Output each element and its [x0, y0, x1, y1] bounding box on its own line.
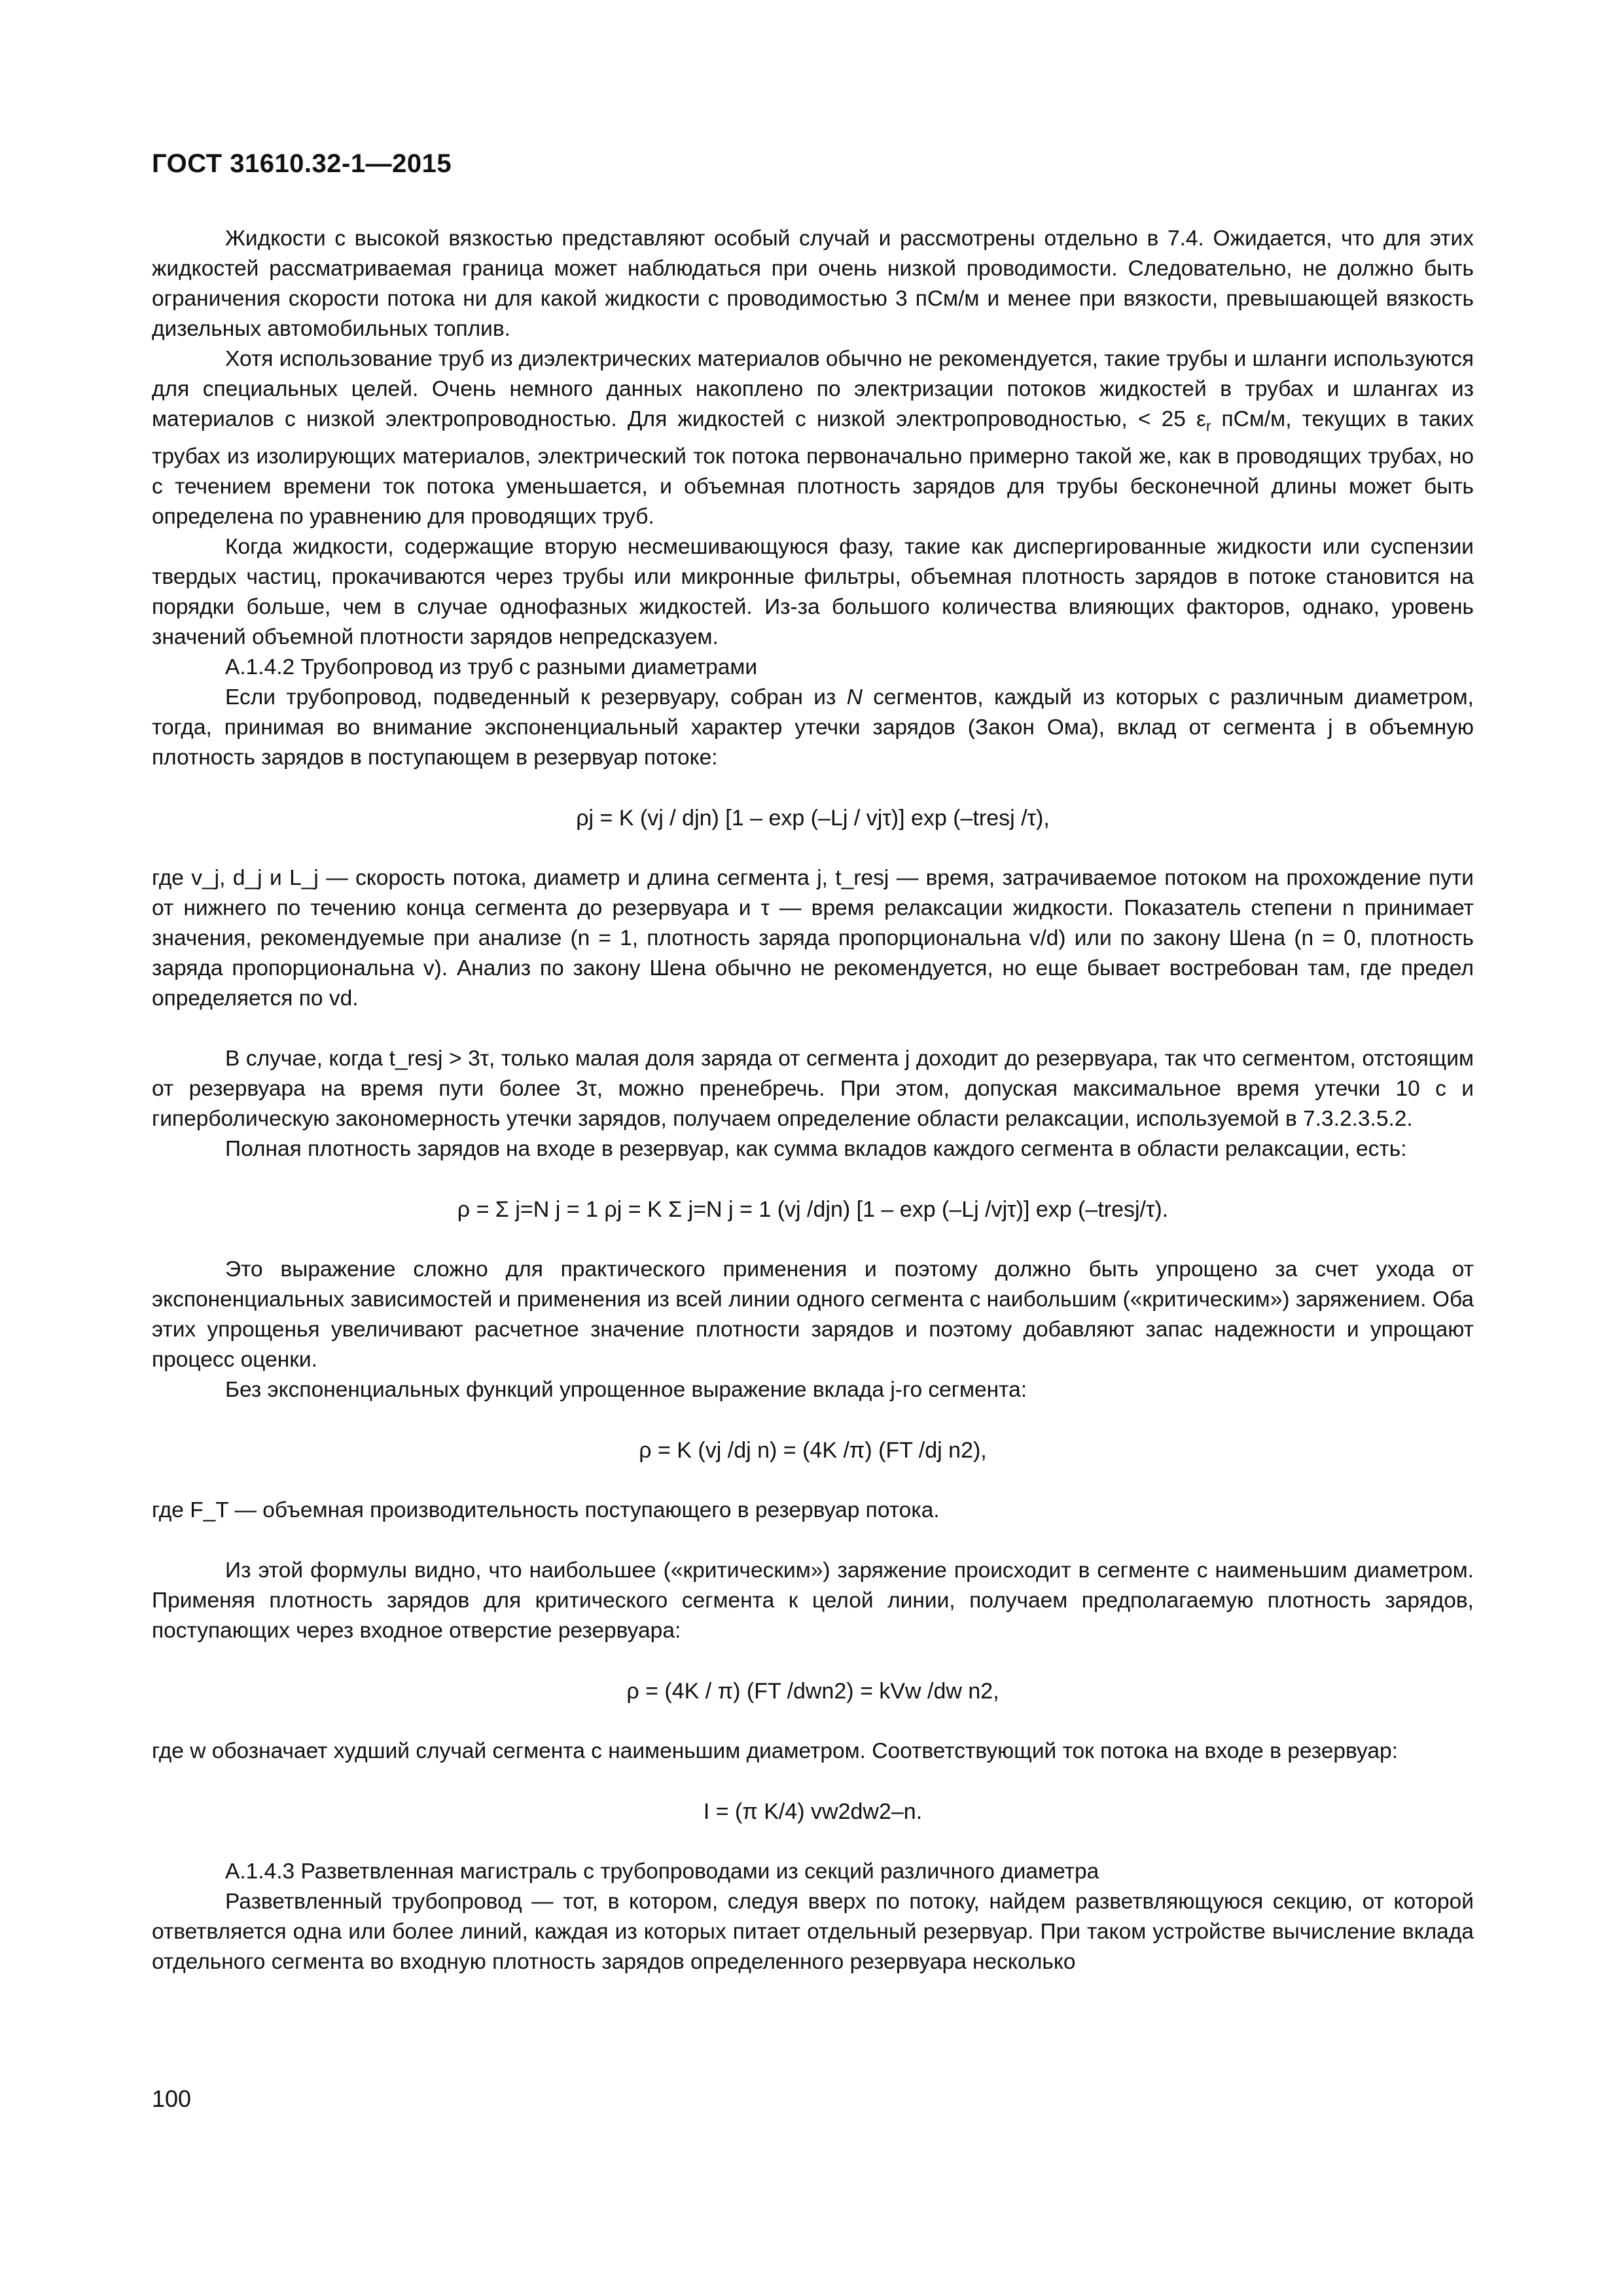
subscript: r — [1205, 418, 1211, 435]
paragraph: Полная плотность зарядов на входе в резервуар, как сумма вкладов каждого сегмента в области релаксации, есть: — [225, 1136, 1407, 1161]
paragraph — [152, 344, 1474, 532]
formula: ρj = K (vj / djn) [1 – exp (–Lj / vjτ)] exp (–tresj /τ), — [576, 805, 1050, 831]
document-body — [152, 224, 1474, 1977]
paragraph: Разветвленный трубопровод — тот, в котором, следуя вверх по потоку, найдем разветвляющуюся секцию, от которой ответвляется одна или более линий, каждая из которых питает отдельный резервуар. При таком устройстве вычисление вклада отдельного сегмента во входную плотность зарядов определенного резервуара несколько — [152, 1889, 1474, 1974]
page-number: 100 — [152, 2085, 192, 2112]
paragraph-text: Хотя использование труб из диэлектрических материалов обычно не рекомендуется, такие трубы и шланги используются для специальных целей. Очень немного данных накоплено по электризации потоков жидкостей в трубах и шлангах из материалов с низкой электропроводностью. Для жидкостей с низкой электропроводностью, < 25 ε — [152, 347, 1474, 431]
paragraph: В случае, когда t_resj > 3τ, только малая доля заряда от сегмента j доходит до резервуара, так что сегментом, отстоящим от резервуара на время пути более 3τ, можно пренебречь. При этом, допуская максимальное время утечки 10 с и гиперболическую закономерность утечки зарядов, получаем определение области релаксации, используемой в 7.3.2.3.5.2. — [152, 1046, 1474, 1131]
paragraph: Из этой формулы видно, что наибольшее («критическим») заряжение происходит в сегменте с наименьшим диаметром. Применяя плотность зарядов для критического сегмента к целой линии, получаем предполагаемую плотность зарядов, поступающих через входное отверстие резервуара: — [152, 1558, 1474, 1643]
paragraph-text: пСм/м, текущих в таких трубах из изолирующих материалов, электрический ток потока первоначально примерно такой же, как в проводящих трубах, но с течением времени ток потока уменьшается, и объемная плотность зарядов для трубы бесконечной длины может быть определена по уравнению для проводящих труб. — [152, 407, 1474, 529]
paragraph: где w обозначает худший случай сегмента с наименьшим диаметром. Соответствующий ток потока на входе в резервуар: — [152, 1738, 1398, 1763]
paragraph-text: Если трубопровод, подведенный к резервуару, собран из — [225, 685, 847, 709]
paragraph: где v_j, d_j и L_j — скорость потока, диаметр и длина сегмента j, t_resj — время, затрачиваемое потоком на прохождение пути от нижнего по течению конца сегмента до резервуара и τ — время релаксации жидкости. Показатель степени n принимает значения, рекомендуемые при анализе (n = 1, плотность заряда пропорциональна v/d) или по закону Шена (n = 0, плотность заряда пропорциональна v). Анализ по закону Шена обычно не рекомендуется, но еще бывает востребован там, где предел определяется по vd. — [152, 865, 1474, 1011]
page-header: ГОСТ 31610.32-1—2015 — [152, 149, 452, 178]
paragraph: где F_T — объемная производительность поступающего в резервуар потока. — [152, 1498, 940, 1522]
formula: I = (π K/4) vw2dw2–n. — [703, 1799, 923, 1824]
formula: ρ = (4K / π) (FT /dwn2) = kVw /dw n2, — [626, 1678, 999, 1704]
section-heading: А.1.4.3 Разветвленная магистраль с трубопроводами из секций различного диаметра — [225, 1859, 1099, 1884]
formula: ρ = Σ j=N j = 1 ρj = K Σ j=N j = 1 (vj /djn) [1 – exp (–Lj /vjτ)] exp (–tresj/τ). — [457, 1196, 1169, 1222]
paragraph-text: сегментов, каждый из которых с различным диаметром, тогда, принимая во внимание экспоненциальный характер утечки зарядов (Закон Ома), вклад от сегмента j в объемную плотность зарядов в поступающем в резервуар потоке: — [152, 685, 1474, 770]
paragraph: Жидкости с высокой вязкостью представляют особый случай и рассмотрены отдельно в 7.4. Ожидается, что для этих жидкостей рассматриваемая граница может наблюдаться при очень низкой проводимости. Следовательно, не должно быть ограничения скорости потока ни для какой жидкости с проводимостью 3 пСм/м и менее при вязкости, превышающей вязкость дизельных автомобильных топлив. — [152, 226, 1474, 341]
paragraph: Это выражение сложно для практического применения и поэтому должно быть упрощено за счет ухода от экспоненциальных зависимостей и применения из всей линии одного сегмента с наибольшим («критическим») заряжением. Оба этих упрощенья увеличивают расчетное значение плотности зарядов и поэтому добавляют запас надежности и упрощают процесс оценки. — [152, 1257, 1474, 1372]
paragraph: Без экспоненциальных функций упрощенное выражение вклада j-го сегмента: — [225, 1377, 1027, 1402]
section-heading: А.1.4.2 Трубопровод из труб с разными диаметрами — [225, 655, 758, 679]
paragraph — [152, 683, 1474, 773]
paragraph-text: N — [846, 685, 863, 709]
paragraph: Когда жидкости, содержащие вторую несмешивающуюся фазу, такие как диспергированные жидкости или суспензии твердых частиц, прокачиваются через трубы или микронные фильтры, объемная плотность зарядов в потоке становится на порядки больше, чем в случае однофазных жидкостей. Из-за большого количества влияющих факторов, однако, уровень значений объемной плотности зарядов непредсказуем. — [152, 534, 1474, 649]
formula: ρ = K (vj /dj n) = (4K /π) (FT /dj n2), — [639, 1437, 987, 1463]
